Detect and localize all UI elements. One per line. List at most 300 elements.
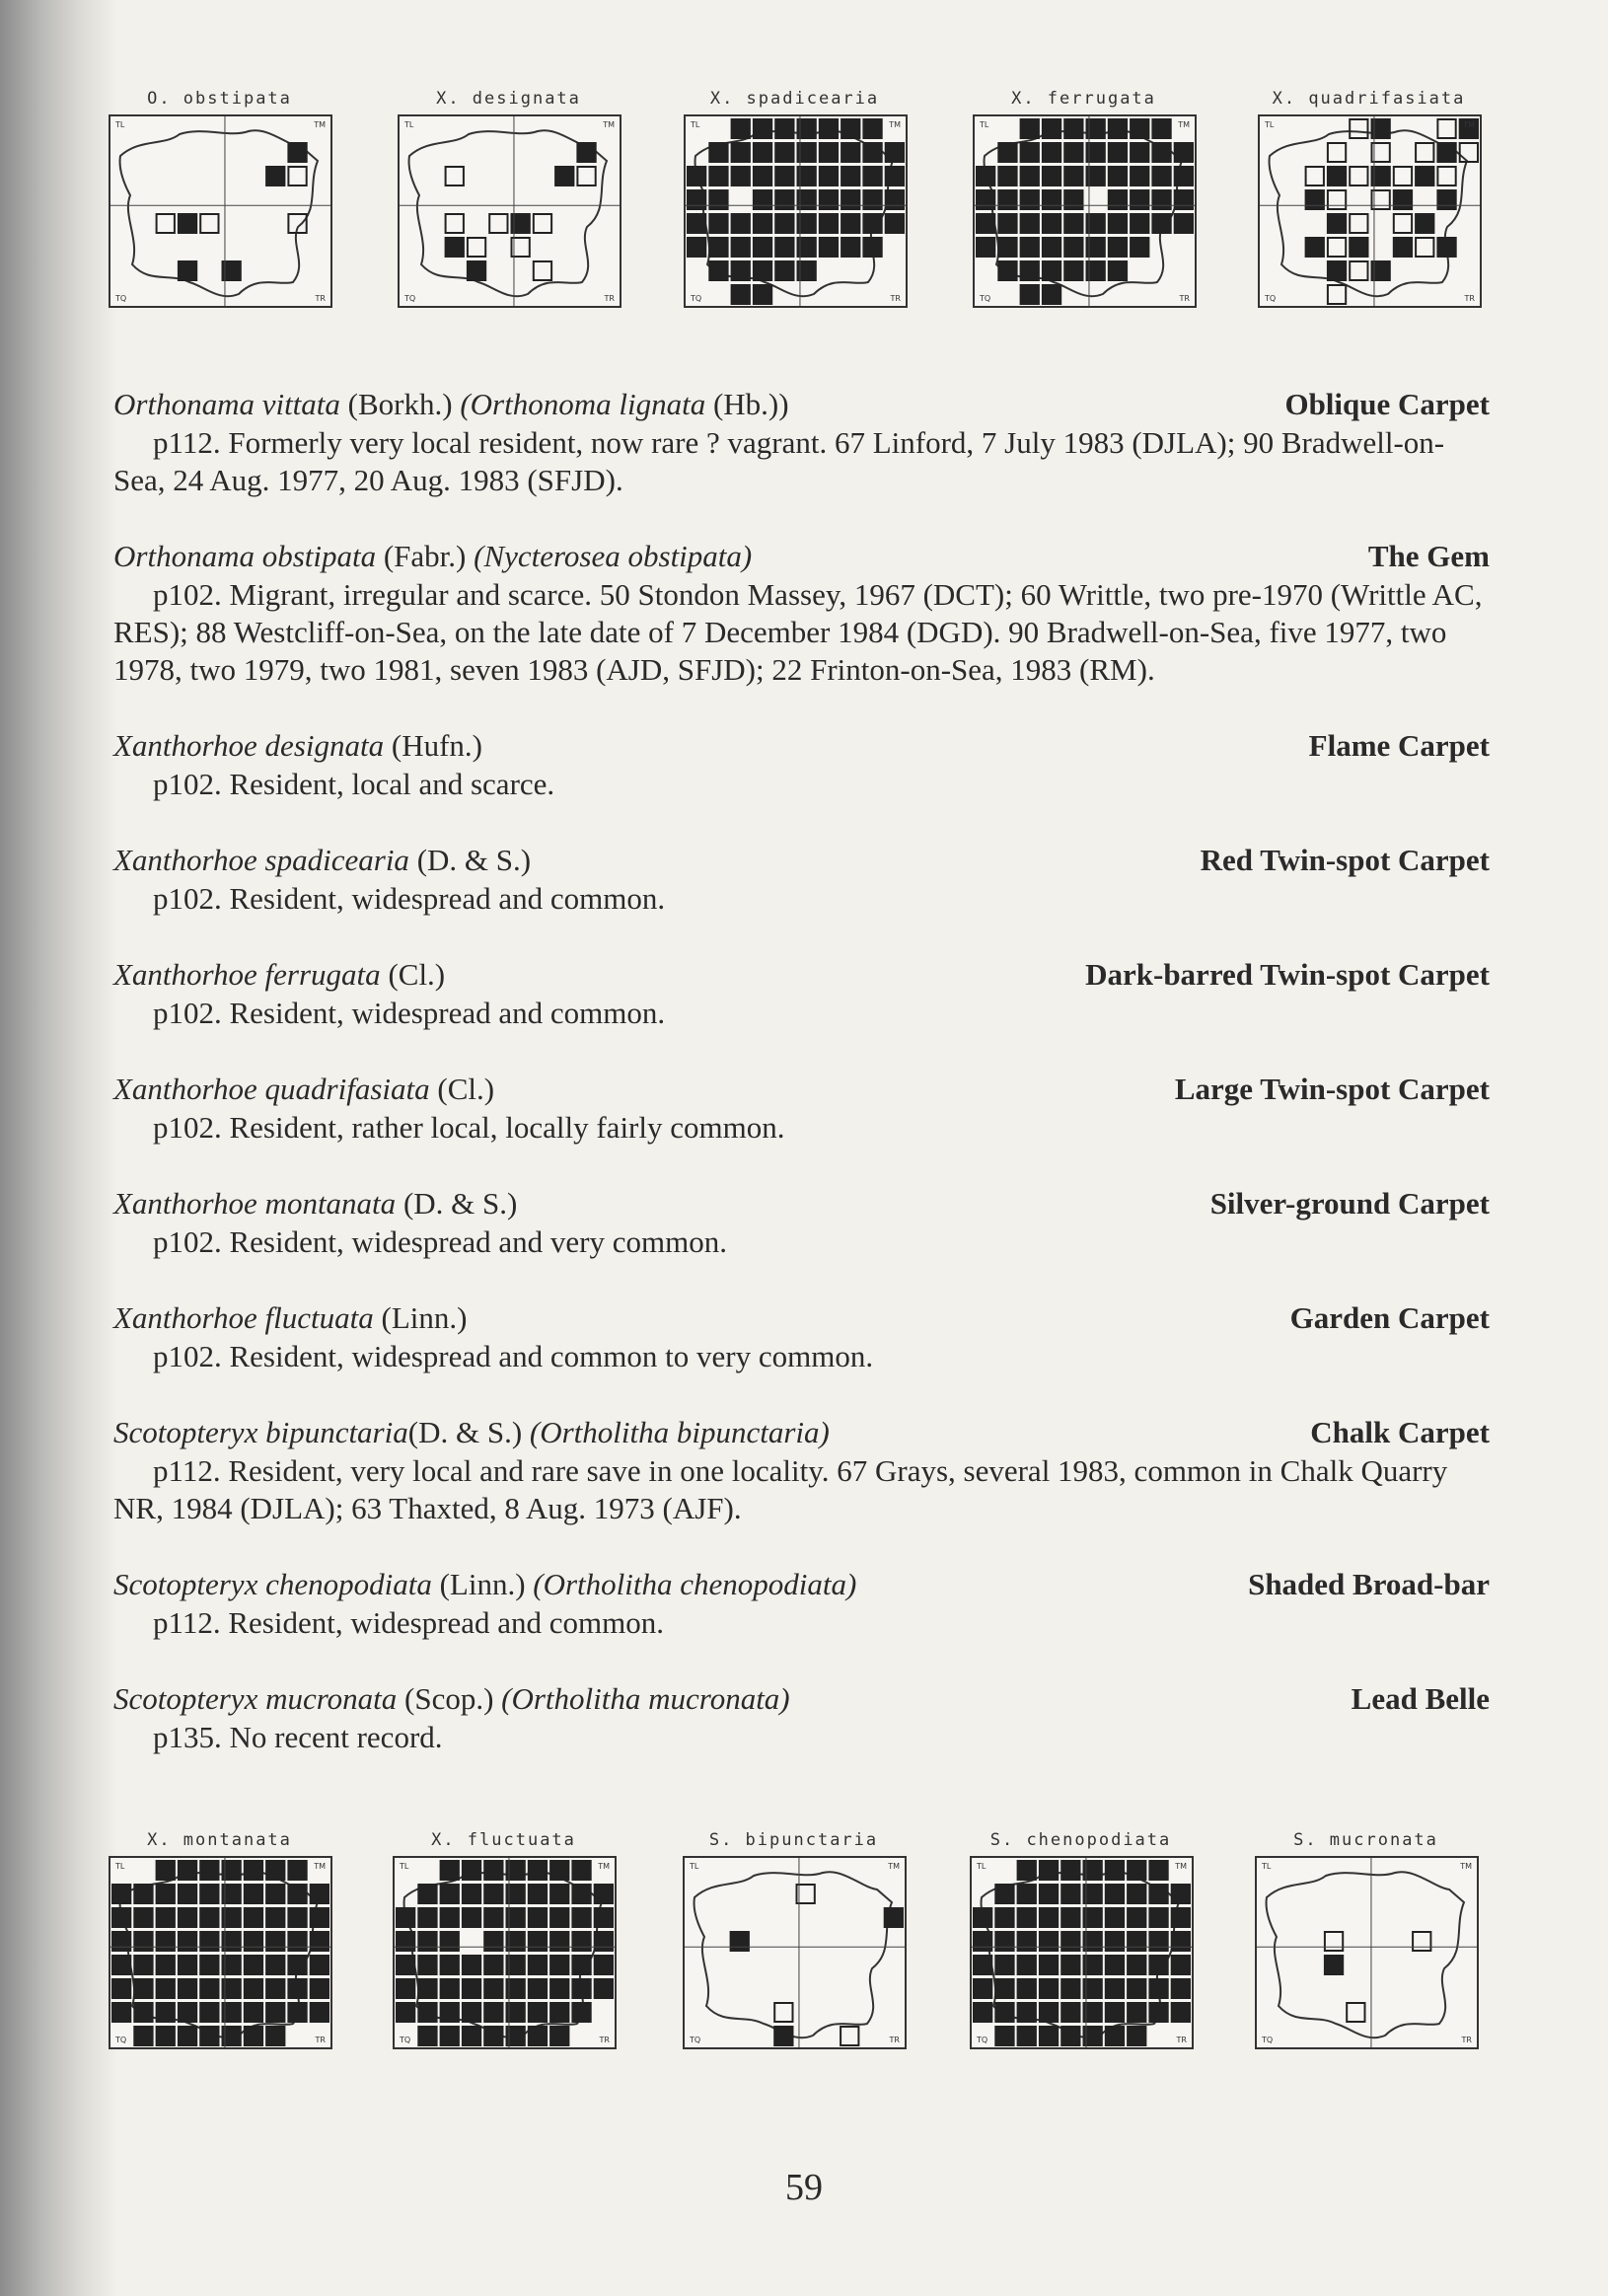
distribution-map [109,114,332,308]
record-square [1131,214,1148,233]
record-square [754,214,771,233]
record-square [441,1956,459,1974]
record-square [754,238,771,257]
distribution-map [1258,114,1482,308]
scientific-name-line [113,539,752,574]
record-square [1109,143,1127,162]
record-square [572,1979,590,1998]
record-square [200,1932,218,1951]
record-square [1040,1861,1058,1880]
record-square [134,1908,152,1927]
page-number: 59 [785,2167,823,2208]
record-square [529,2003,547,2022]
record-square [1306,238,1324,257]
record-square [484,1956,502,1974]
species-description: p102. Resident, local and scarce. [153,767,555,801]
corner-label-tq: TQ [977,2036,988,2044]
corner-label-tr: TR [315,2036,326,2044]
species-entry [113,843,1490,918]
record-square [732,143,750,162]
record-square [820,190,838,209]
record-square [1149,2003,1167,2022]
record-square [863,119,881,138]
record-square [1350,167,1367,185]
record-square [134,1956,152,1974]
record-square [1128,1885,1145,1903]
species-description: p102. Resident, rather local, locally fairly common. [153,1110,785,1145]
record-square [863,214,881,233]
map-grid-graphic [395,1858,615,2047]
record-square [1413,1932,1430,1951]
species-description: p102. Resident, widespread and common to very common. [153,1339,874,1373]
record-square [1394,214,1412,233]
species-name: Xanthorhoe fluctuata [113,1300,374,1335]
top-maps-row [109,89,1499,331]
record-square [441,1885,459,1903]
species-entry [113,1681,1490,1756]
record-square [1040,1908,1058,1927]
record-square [266,167,284,185]
record-square [112,1956,130,1974]
species-author: (D. & S.) [396,1186,518,1221]
common-name: Silver-ground Carpet [1209,1186,1490,1221]
record-square [709,167,727,185]
record-square [245,1908,262,1927]
record-square [1152,119,1170,138]
record-square [311,1932,329,1951]
species-description: p112. Formerly very local resident, now rare ? vagrant. 67 Linford, 7 July 1983 (DJLA); 90 Bradwell-on-Sea, 24 Aug. 1977, 20 Aug. 1983 (SFJD). [113,425,1445,497]
record-square [977,238,994,257]
record-square [179,1861,196,1880]
scientific-name-line [113,1681,790,1717]
record-square [1021,119,1039,138]
corner-label-tr: TR [889,2036,900,2044]
record-square [112,1885,130,1903]
record-square [841,167,859,185]
record-square [977,214,994,233]
record-square [489,214,507,233]
record-square [1350,119,1367,138]
map-grid-graphic [110,1858,330,2047]
record-square [1061,1885,1079,1903]
record-square [754,261,771,280]
map-mucronata [1255,1830,1477,2049]
record-square [441,2027,459,2045]
record-square [463,1956,480,1974]
record-square [754,285,771,304]
record-square [572,1956,590,1974]
record-square [1043,285,1060,304]
record-square [577,167,595,185]
species-name: Xanthorhoe designata [113,728,385,763]
record-square [1043,143,1060,162]
record-square [200,2027,218,2045]
record-square [446,214,464,233]
record-square [179,1979,196,1998]
map-grid-graphic [400,116,620,306]
record-square [179,1885,196,1903]
record-square [1149,1861,1167,1880]
record-square [1109,167,1127,185]
record-square [1131,190,1148,209]
record-square [977,167,994,185]
corner-label-tq: TQ [690,2036,701,2044]
record-square [1061,2027,1079,2045]
corner-label-tr: TR [599,2036,610,2044]
corner-label-tm: TM [314,1862,326,1871]
corner-label-tm: TM [1463,120,1475,129]
record-square [1328,238,1346,257]
record-square [484,2027,502,2045]
distribution-map [973,114,1197,308]
record-square [1149,1956,1167,1974]
record-square [266,1979,284,1998]
species-description: p112. Resident, widespread and common. [153,1605,664,1640]
corner-label-tq: TQ [115,2036,127,2044]
corner-label-tq: TQ [691,294,702,303]
scientific-name-line [113,387,789,422]
record-square [1175,214,1193,233]
record-square [245,1979,262,1998]
record-square [1064,214,1082,233]
map-title: O. obstipata [147,89,292,109]
record-square [572,1908,590,1927]
record-square [775,238,793,257]
record-square [1394,167,1412,185]
species-author: (D. & S.) [407,1415,530,1449]
record-square [732,238,750,257]
record-square [245,1932,262,1951]
species-name: Orthonama obstipata [113,539,377,573]
record-square [995,1956,1013,1974]
record-square [463,1861,480,1880]
record-square [886,190,904,209]
record-square [1018,1979,1036,1998]
record-square [595,1908,613,1927]
record-square [709,238,727,257]
record-square [572,2003,590,2022]
record-square [995,2027,1013,2045]
record-square [995,1908,1013,1927]
record-square [266,1885,284,1903]
corner-label-tl: TL [115,120,125,129]
record-square [1043,238,1060,257]
record-square [1021,214,1039,233]
record-square [200,1979,218,1998]
record-square [998,190,1016,209]
record-square [134,1932,152,1951]
species-author: (Fabr.) [376,539,475,573]
record-square [1325,1932,1343,1951]
species-entry [113,387,1490,499]
record-square [1064,261,1082,280]
record-square [1021,190,1039,209]
record-square [577,143,595,162]
species-author: (Linn.) [373,1300,468,1335]
record-square [709,214,727,233]
record-square [775,119,793,138]
record-square [998,238,1016,257]
record-square [1328,214,1346,233]
record-square [775,190,793,209]
record-square [1328,261,1346,280]
record-square [245,2027,262,2045]
map-chenopodiata [970,1830,1192,2049]
record-square [266,2027,284,2045]
record-square [974,1956,991,1974]
record-square [1350,238,1367,257]
corner-label-tl: TL [691,120,700,129]
corner-label-tq: TQ [115,294,127,303]
record-square [1328,285,1346,304]
record-square [1131,119,1148,138]
map-designata [398,89,620,308]
record-square [595,1979,613,1998]
record-square [688,238,705,257]
record-square [1175,190,1193,209]
record-square [179,2027,196,2045]
record-square [1149,1908,1167,1927]
record-square [1106,1885,1124,1903]
map-title: S. mucronata [1293,1830,1438,1850]
map-title: X. montanata [147,1830,292,1850]
common-name: Red Twin-spot Carpet [1200,843,1490,877]
record-square [484,2003,502,2022]
record-square [157,1885,175,1903]
corner-label-tq: TQ [980,294,991,303]
record-square [200,1908,218,1927]
record-square [1437,238,1455,257]
record-square [550,1908,568,1927]
record-square [841,143,859,162]
map-grid-graphic [685,1858,905,2047]
bottom-maps-row [109,1830,1499,2072]
record-square [397,2003,414,2022]
record-square [775,167,793,185]
record-square [1109,119,1127,138]
corner-label-tm: TM [1178,120,1190,129]
record-square [1064,119,1082,138]
record-square [550,1956,568,1974]
record-square [754,143,771,162]
species-author: (Scop.) [397,1681,502,1716]
record-square [1172,1956,1190,1974]
record-square [688,190,705,209]
record-square [179,2003,196,2022]
species-synonym: (Ortholitha bipunctaria) [529,1415,830,1449]
record-square [200,1861,218,1880]
corner-label-tm: TM [603,120,615,129]
record-square [1437,119,1455,138]
record-square [754,167,771,185]
record-square [1128,1956,1145,1974]
map-title: S. chenopodiata [989,1830,1172,1850]
record-square [157,1956,175,1974]
corner-label-tr: TR [1461,2036,1472,2044]
scientific-name-line [113,1415,830,1450]
common-name: The Gem [1367,539,1490,573]
record-square [418,2003,436,2022]
record-square [1152,214,1170,233]
scientific-name-line [113,843,531,878]
record-square [775,143,793,162]
record-square [572,1861,590,1880]
record-square [311,1979,329,1998]
record-square [998,214,1016,233]
scientific-name-line [113,728,482,764]
record-square [288,1861,306,1880]
record-square [418,1932,436,1951]
record-square [1149,1979,1167,1998]
corner-label-tm: TM [1460,1862,1472,1871]
record-square [1416,167,1433,185]
map-obstipata [109,89,330,308]
corner-label-tm: TM [314,120,326,129]
record-square [995,1885,1013,1903]
map-title: S. bipunctaria [708,1830,879,1850]
record-square [179,1908,196,1927]
record-square [1061,1908,1079,1927]
record-square [550,1861,568,1880]
distribution-map [398,114,621,308]
corner-label-tl: TL [1265,120,1275,129]
record-square [1106,1956,1124,1974]
record-square [732,167,750,185]
record-square [529,1885,547,1903]
record-square [534,261,551,280]
record-square [1040,1932,1058,1951]
record-square [463,2027,480,2045]
species-entry [113,1072,1490,1147]
map-spadicearia [684,89,906,308]
record-square [311,1885,329,1903]
record-square [1131,167,1148,185]
map-ferrugata [973,89,1195,308]
record-square [134,2027,152,2045]
record-square [841,2027,858,2045]
record-square [446,238,464,257]
species-author: (Cl.) [380,957,446,992]
record-square [1106,1979,1124,1998]
record-square [311,1956,329,1974]
record-square [288,167,306,185]
record-square [732,214,750,233]
record-square [441,1932,459,1951]
record-square [1306,167,1324,185]
record-square [863,190,881,209]
record-square [1040,1885,1058,1903]
record-square [974,1932,991,1951]
species-name: Orthonama vittata [113,387,340,421]
record-square [529,1932,547,1951]
species-synonym: (Ortholitha chenopodiata) [533,1567,857,1601]
record-square [1106,2003,1124,2022]
record-square [1018,1932,1036,1951]
synonym-author: (Hb.)) [705,387,789,421]
record-square [1040,1979,1058,1998]
record-square [709,143,727,162]
record-square [688,214,705,233]
record-square [484,1932,502,1951]
record-square [1131,143,1148,162]
species-name: Xanthorhoe spadicearia [113,843,409,877]
record-square [529,2027,547,2045]
record-square [200,214,218,233]
record-square [974,1979,991,1998]
record-square [1175,167,1193,185]
species-author: (Borkh.) [339,387,461,421]
corner-label-tm: TM [598,1862,610,1871]
record-square [732,119,750,138]
record-square [311,1908,329,1927]
record-square [885,1908,903,1927]
record-square [998,167,1016,185]
record-square [841,190,859,209]
record-square [266,1908,284,1927]
record-square [529,1908,547,1927]
record-square [1325,1956,1343,1974]
record-square [157,2027,175,2045]
record-square [820,167,838,185]
species-name: Scotopteryx chenopodiata [113,1567,432,1601]
distribution-map [393,1856,617,2049]
common-name: Shaded Broad-bar [1248,1567,1490,1601]
corner-label-tl: TL [1262,1862,1272,1871]
record-square [157,1861,175,1880]
record-square [418,2027,436,2045]
record-square [157,1908,175,1927]
common-name: Dark-barred Twin-spot Carpet [1085,957,1490,992]
record-square [1437,167,1455,185]
record-square [1106,1861,1124,1880]
record-square [200,2003,218,2022]
record-square [266,1861,284,1880]
corner-label-tl: TL [690,1862,699,1871]
common-name: Lead Belle [1351,1681,1490,1716]
record-square [441,1979,459,1998]
species-entry [113,1415,1490,1527]
species-entry [113,728,1490,803]
record-square [534,214,551,233]
record-square [112,2003,130,2022]
record-square [463,1979,480,1998]
map-grid-graphic [686,116,906,306]
record-square [572,1932,590,1951]
record-square [977,190,994,209]
corner-label-tq: TQ [1265,294,1277,303]
record-square [1149,1932,1167,1951]
record-square [288,1956,306,1974]
record-square [1043,190,1060,209]
corner-label-tl: TL [115,1862,125,1871]
distribution-map [970,1856,1194,2049]
record-square [774,2003,792,2022]
record-square [688,167,705,185]
corner-label-tq: TQ [1262,2036,1274,2044]
corner-label-tr: TR [890,294,901,303]
record-square [112,1932,130,1951]
scientific-name-line [113,1567,856,1602]
record-square [1437,190,1455,209]
record-square [863,143,881,162]
record-square [974,2003,991,2022]
record-square [1128,1932,1145,1951]
record-square [863,238,881,257]
record-square [595,1885,613,1903]
scientific-name-line [113,957,445,993]
record-square [754,119,771,138]
record-square [974,1908,991,1927]
